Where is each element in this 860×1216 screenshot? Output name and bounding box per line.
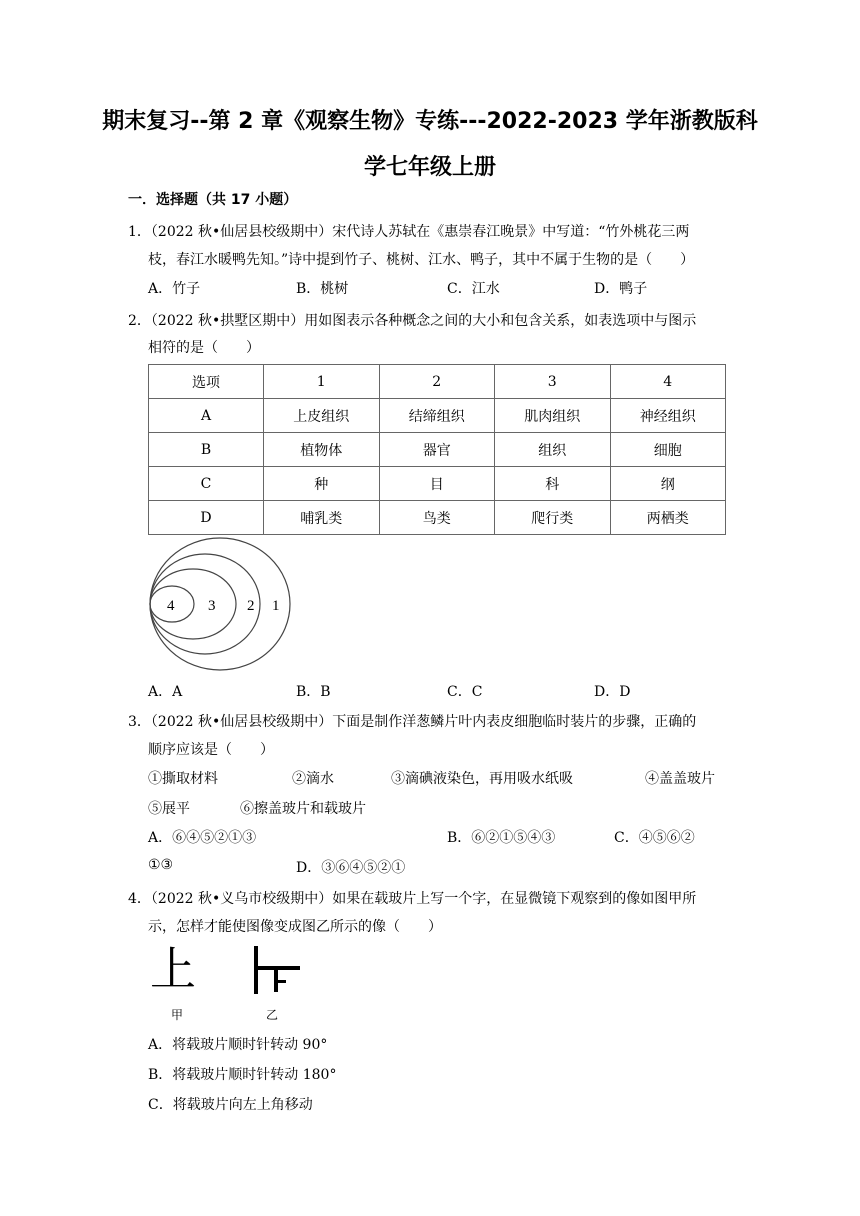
q2-table (148, 364, 726, 535)
nested-ellipses-diagram (148, 536, 298, 672)
q3-text-line2: 顺序应该是（ ） (148, 742, 274, 758)
q3-text-line1: 3．（2022 秋•仙居县校级期中）下面是制作洋葱鳞片叶内表皮细胞临时装片的步骤，正确的 (128, 714, 697, 730)
table-cell: 鸟类 (379, 501, 495, 535)
table-cell: 爬行类 (495, 501, 611, 535)
table-cell: 上皮组织 (264, 399, 380, 433)
q3-option-d: D．③⑥④⑤②① (296, 860, 406, 876)
table-cell: B (149, 433, 264, 467)
q2-text-line2: 相符的是（ ） (148, 340, 260, 356)
table-cell: 纲 (610, 467, 726, 501)
q4-text-line2: 示，怎样才能使图像变成图乙所示的像（ ） (148, 919, 442, 935)
table-header-cell: 选项 (149, 365, 264, 399)
q3-step-3: ③滴碘液染色，再用吸水纸吸 (391, 771, 573, 787)
table-cell: C (149, 467, 264, 501)
q4-option-b: B．将载玻片顺时针转动 180° (148, 1067, 337, 1083)
table-cell: 器官 (379, 433, 495, 467)
table-row (149, 433, 726, 467)
table-cell: 细胞 (610, 433, 726, 467)
q4-option-a: A．将载玻片顺时针转动 90° (148, 1037, 328, 1053)
q3-step-2: ②滴水 (292, 771, 334, 787)
q1-option-b: B．桃树 (296, 281, 349, 297)
q1-option-c: C．江水 (447, 281, 500, 297)
ellipse-3 (150, 569, 236, 639)
q3-option-c: C．④⑤⑥② (614, 830, 695, 846)
q3-option-c-cont: ①③ (148, 857, 174, 873)
figure-label-jia: 甲 (171, 1008, 184, 1022)
table-row (149, 501, 726, 535)
q2-text-line1: 2．（2022 秋•拱墅区期中）用如图表示各种概念之间的大小和包含关系，如表选项中与图示 (128, 313, 697, 329)
q1-text-line1: 1．（2022 秋•仙居县校级期中）宋代诗人苏轼在《惠崇春江晚景》中写道：“竹外桃花三两 (128, 224, 690, 240)
q3-step-6: ⑥擦盖玻片和载玻片 (240, 801, 366, 817)
ellipse-label-1: 1 (272, 598, 280, 614)
q3-option-a: A．⑥④⑤②①③ (148, 830, 257, 846)
q1-text-line2: 枝，春江水暖鸭先知。”诗中提到竹子、桃树、江水、鸭子，其中不属于生物的是（ ） (148, 252, 695, 268)
figure-jia-character: 上 (150, 942, 196, 996)
q4-option-c: C．将载玻片向左上角移动 (148, 1097, 313, 1113)
figure-label-yi: 乙 (266, 1008, 279, 1022)
table-cell: 植物体 (264, 433, 380, 467)
q1-option-a: A．竹子 (148, 281, 201, 297)
table-header-cell: 1 (264, 365, 380, 399)
q1-option-d: D．鸭子 (594, 281, 648, 297)
q3-step-1: ①撕取材料 (148, 771, 218, 787)
ellipse-label-2: 2 (247, 598, 255, 614)
q2-option-b: B．B (296, 684, 331, 700)
table-header-row (149, 365, 726, 399)
document-title-line2: 学七年级上册 (363, 155, 496, 180)
table-cell: 哺乳类 (264, 501, 380, 535)
document-title-line1: 期末复习--第 2 章《观察生物》专练---2022-2023 学年浙教版科 (102, 109, 758, 134)
q3-step-5: ⑤展平 (148, 801, 190, 817)
table-header-cell: 4 (610, 365, 726, 399)
table-header-cell: 3 (495, 365, 611, 399)
q2-option-c: C．C (447, 684, 483, 700)
table-cell: 肌肉组织 (495, 399, 611, 433)
table-cell: 科 (495, 467, 611, 501)
table-cell: 种 (264, 467, 380, 501)
figure-yi-character (248, 946, 304, 996)
q2-option-d: D．D (594, 684, 631, 700)
table-cell: 目 (379, 467, 495, 501)
table-row (149, 399, 726, 433)
table-row (149, 467, 726, 501)
ellipse-label-4: 4 (167, 598, 175, 614)
section-heading: 一．选择题（共 17 小题） (128, 192, 298, 208)
q2-option-a: A．A (148, 684, 183, 700)
table-cell: D (149, 501, 264, 535)
q3-step-4: ④盖盖玻片 (645, 771, 715, 787)
table-cell: 组织 (495, 433, 611, 467)
ellipse-label-3: 3 (208, 598, 216, 614)
table-cell: A (149, 399, 264, 433)
table-cell: 两栖类 (610, 501, 726, 535)
q3-option-b: B．⑥②①⑤④③ (447, 830, 556, 846)
q4-text-line1: 4．（2022 秋•义乌市校级期中）如果在载玻片上写一个字，在显微镜下观察到的像如图甲所 (128, 891, 697, 907)
table-cell: 神经组织 (610, 399, 726, 433)
table-cell: 结缔组织 (379, 399, 495, 433)
table-header-cell: 2 (379, 365, 495, 399)
